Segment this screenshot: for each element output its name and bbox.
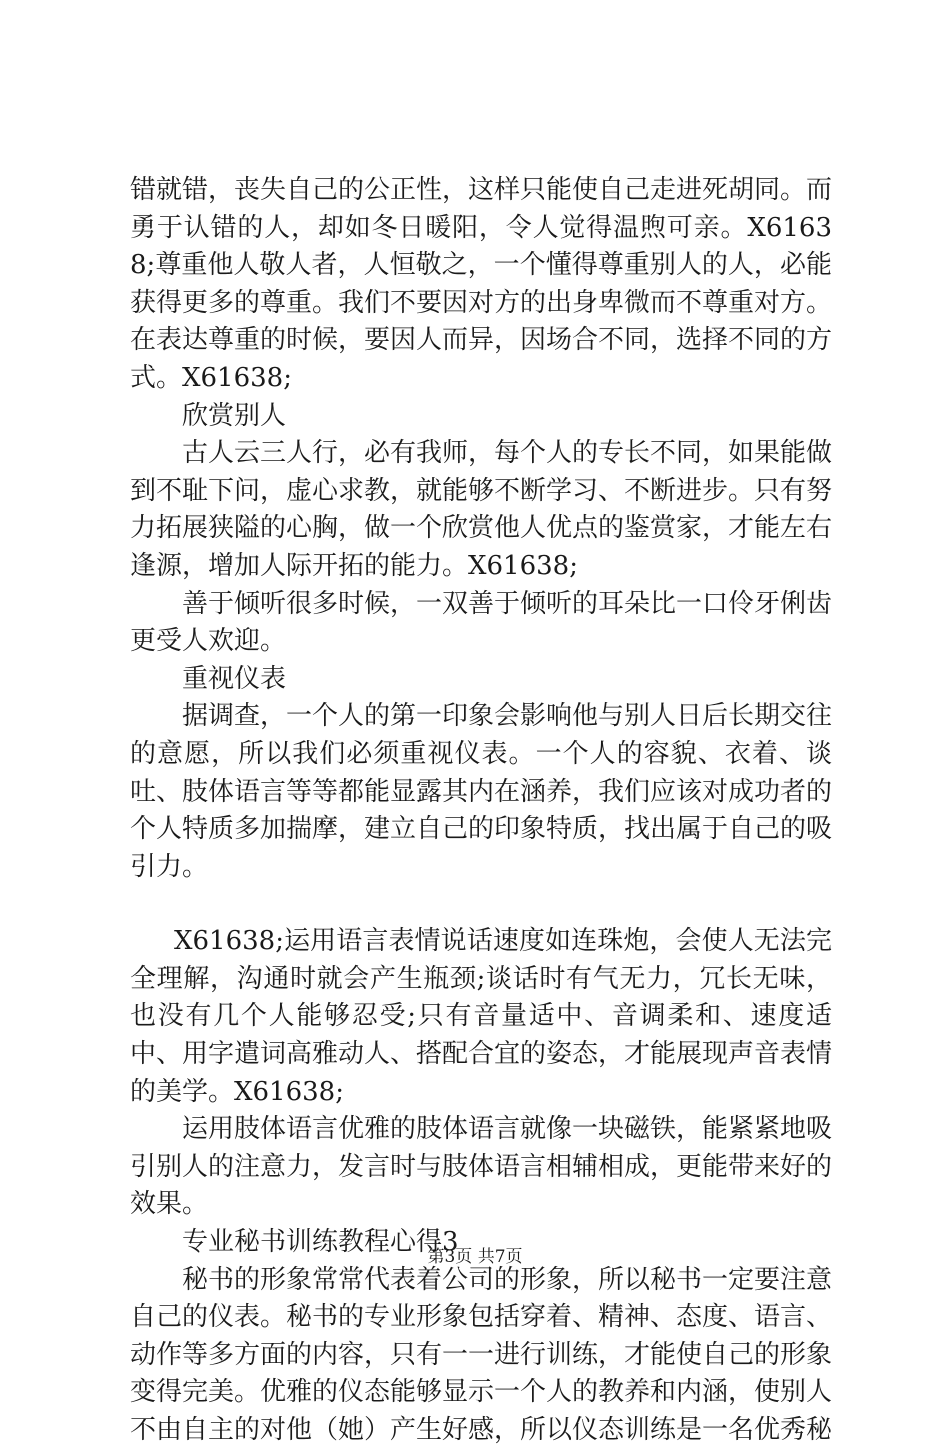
paragraph-appearance: 据调查，一个人的第一印象会影响他与别人日后长期交往的意愿，所以我们必须重视仪表。一个人的容貌、衣着、谈吐、肢体语言等等都能显露其内在涵养，我们应该对成功者的个人特质多加揣摩，建立自己的印象特质，找出属于自己的吸引力。 <box>130 701 833 882</box>
paragraph-appreciate-others: 古人云三人行，必有我师，每个人的专长不同，如果能做到不耻下问，虚心求教，就能够不断学习、不断进步。只有努力拓展狭隘的心胸，做一个欣赏他人优点的鉴赏家，才能左右逢源，增加人际开拓的能力。X61638; <box>130 438 833 581</box>
paragraph-body-language: 运用肢体语言优雅的肢体语言就像一块磁铁，能紧紧地吸引别人的注意力，发言时与肢体语言相辅相成，更能带来好的效果。 <box>130 1114 833 1220</box>
paragraph-respect: 错就错，丧失自己的公正性，这样只能使自己走进死胡同。而勇于认错的人，却如冬日暖阳，令人觉得温煦可亲。X61638;尊重他人敬人者，人恒敬之，一个懂得尊重别人的人，必能获得更多的尊重。我们不要因对方的出身卑微而不尊重对方。在表达尊重的时候，要因人而异，因场合不同，选择不同的方式。X61638; <box>130 175 833 393</box>
paragraph-secretary-image: 秘书的形象常常代表着公司的形象，所以秘书一定要注意自己的仪表。秘书的专业形象包括穿着、精神、态度、语言、动作等多方面的内容，只有一一进行训练，才能使自己的形象变得完美。优雅的仪态能够显示一个人的教养和内涵，使别人不由自主的对他（她）产生好感，所以仪态训练是一名优秀秘 <box>130 1264 833 1445</box>
paragraph-listening: 善于倾听很多时候，一双善于倾听的耳朵比一口伶牙俐齿更受人欢迎。 <box>130 588 833 657</box>
heading-appreciate-others: 欣赏别人 <box>182 400 287 431</box>
heading-secretary-training: 专业秘书训练教程心得3 <box>182 1227 459 1258</box>
page-number-footer: 第3页 共7页 <box>427 1247 523 1267</box>
heading-appearance: 重视仪表 <box>182 663 287 694</box>
paragraph-voice-expression: X61638;运用语言表情说话速度如连珠炮，会使人无法完全理解，沟通时就会产生瓶颈;谈话时有气无力，冗长无味，也没有几个人能够忍受;只有音量适中、音调柔和、速度适中、用字遣词高雅动人、搭配合宜的姿态，才能展现声音表情的美学。X61638; <box>130 926 833 1107</box>
